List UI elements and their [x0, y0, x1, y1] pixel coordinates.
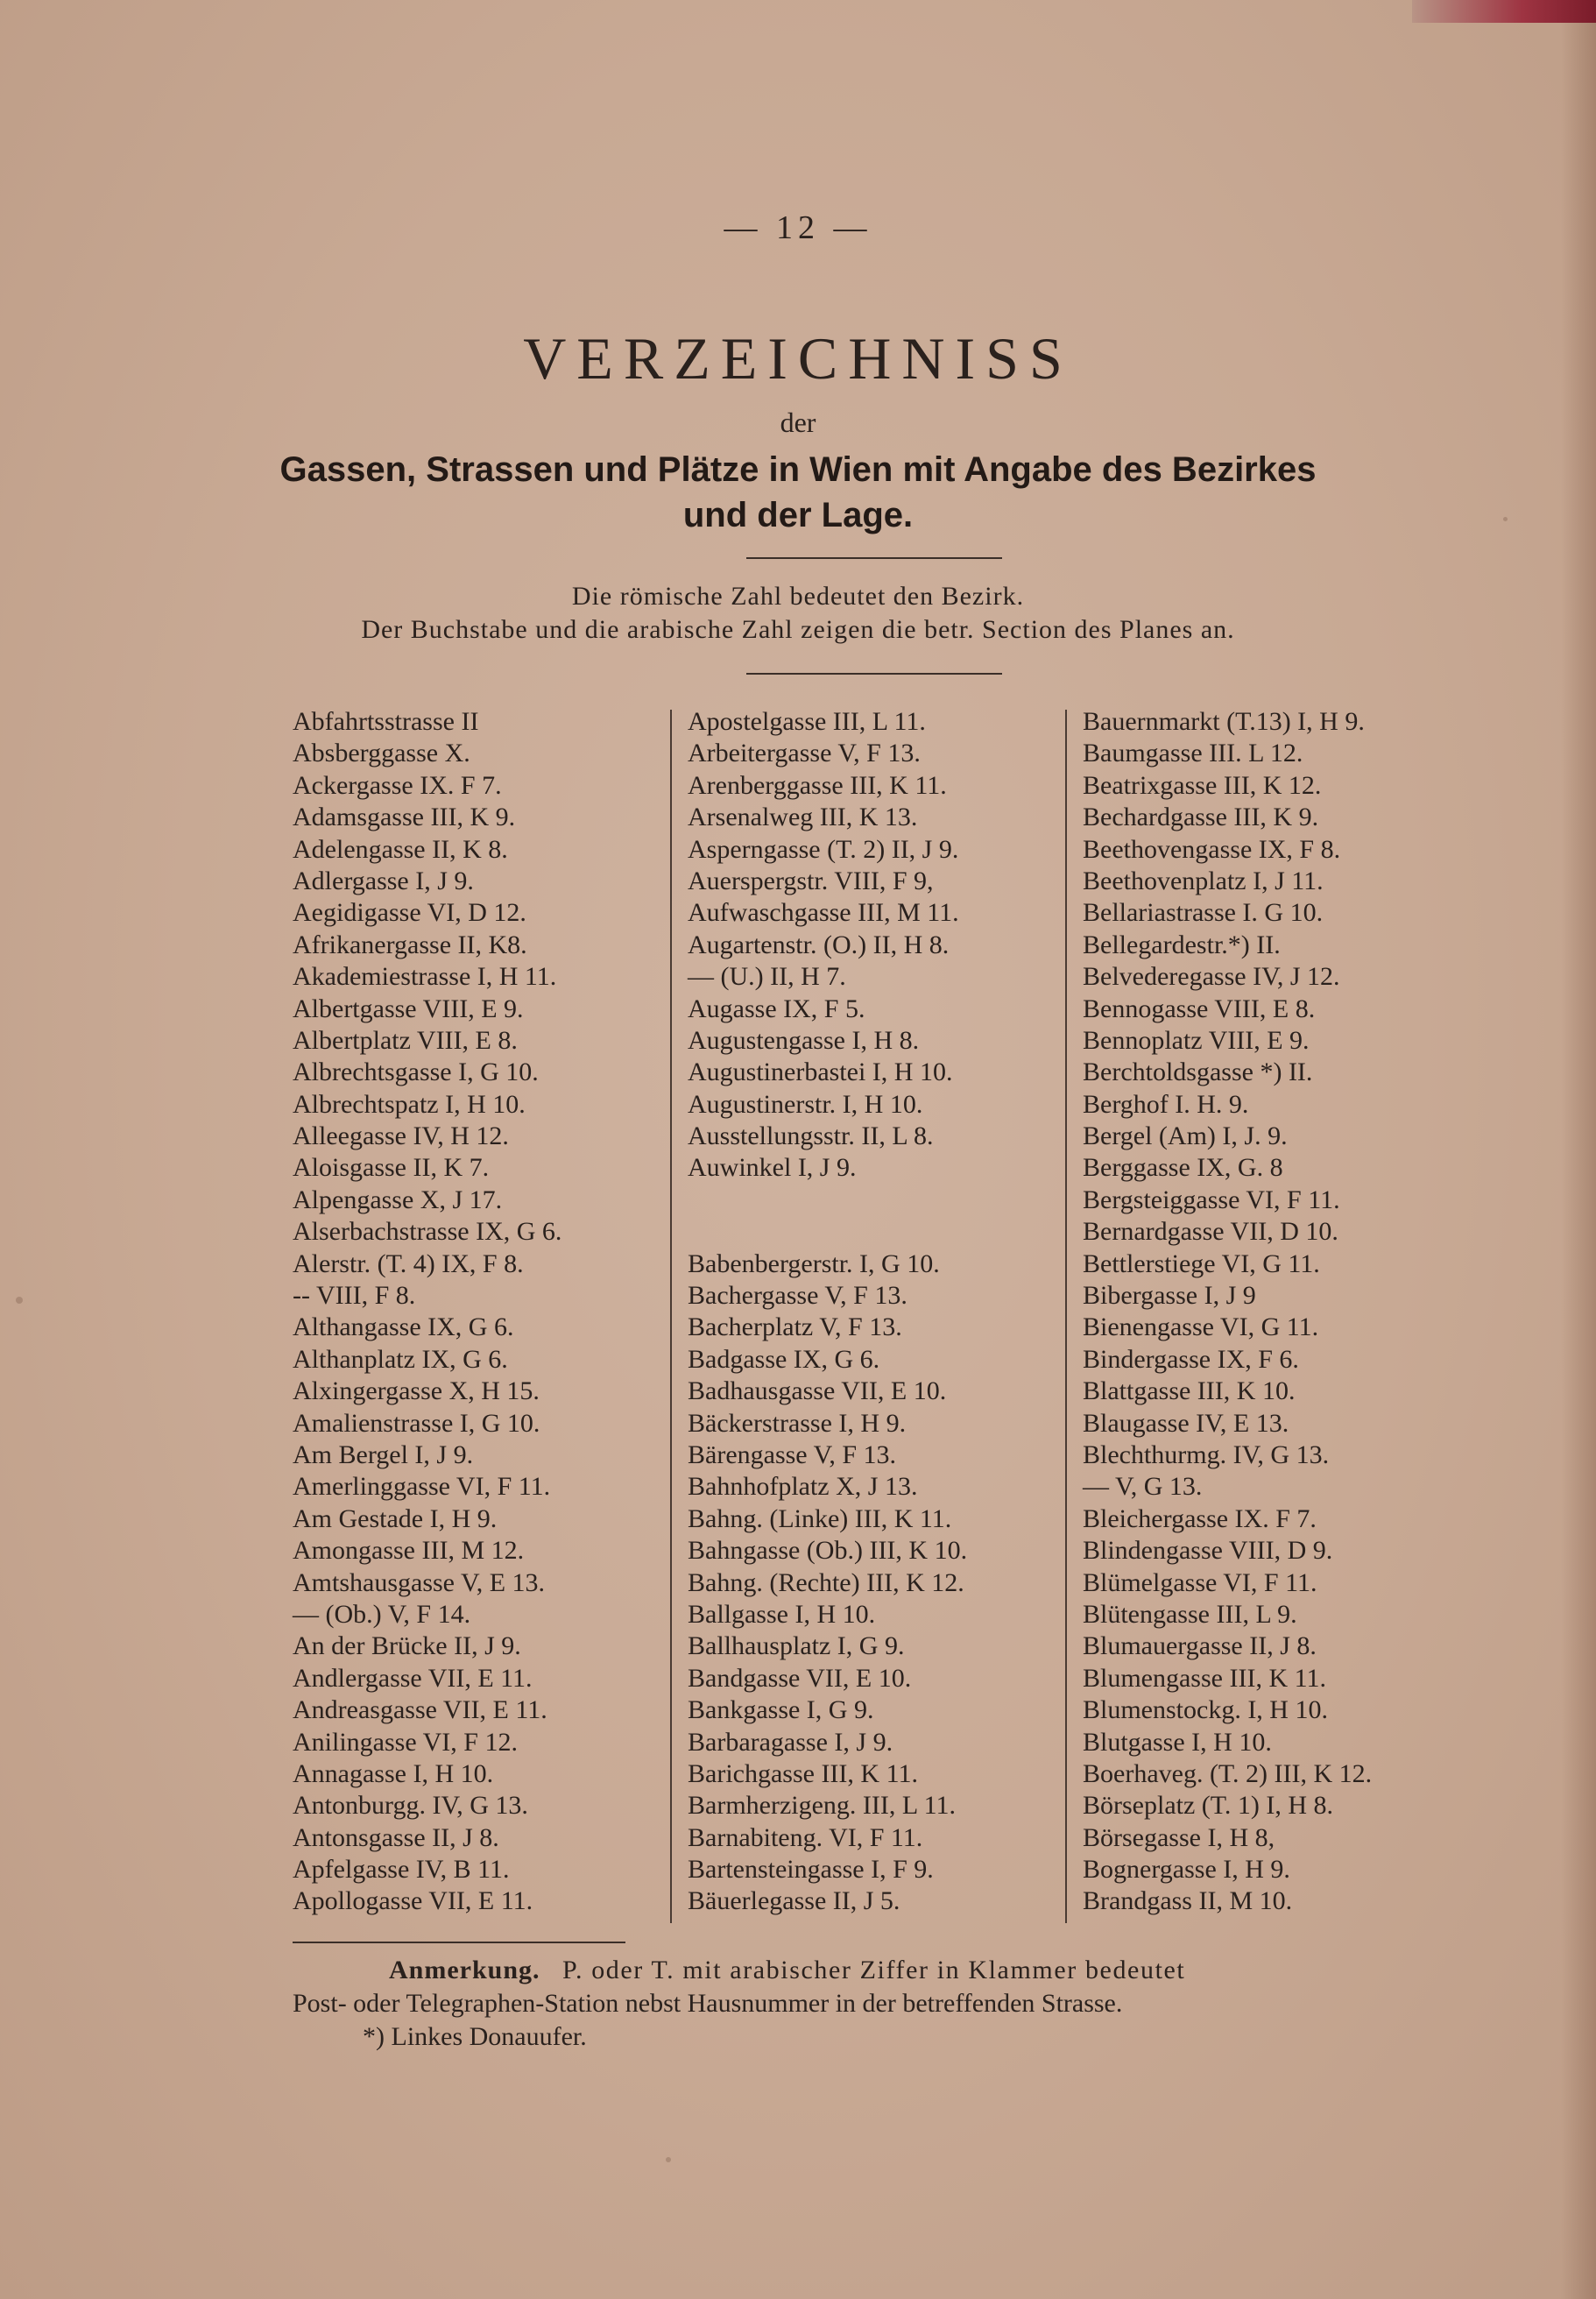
index-column-3 [1083, 706, 1372, 1918]
index-entry: Bauernmarkt (T.13) I, H 9. [1083, 707, 1365, 736]
index-entry: Barnabiteng. VI, F 11. [688, 1822, 923, 1852]
index-entry: Albrechtsgasse I, G 10. [293, 1058, 539, 1087]
index-entry: Andlergasse VII, E 11. [293, 1663, 533, 1693]
index-entry: Alleegasse IV, H 12. [293, 1121, 509, 1151]
index-entry: Blumenstockg. I, H 10. [1083, 1695, 1328, 1725]
index-entry: Blutgasse I, H 10. [1083, 1727, 1272, 1757]
paper-stain [666, 2157, 671, 2162]
index-entry: Babenbergerstr. I, G 10. [688, 1249, 940, 1278]
index-entry: Bognergasse I, H 9. [1083, 1855, 1290, 1885]
index-entry: Berggasse IX, G. 8 [1083, 1153, 1283, 1183]
index-entry: Aegidigasse VI, D 12. [293, 898, 526, 928]
index-entry: Bettlerstiege VI, G 11. [1083, 1249, 1320, 1278]
index-entry: Amongasse III, M 12. [293, 1536, 525, 1566]
index-entry: Bahng. (Rechte) III, K 12. [688, 1567, 964, 1597]
index-entry: Bennogasse VIII, E 8. [1083, 994, 1316, 1023]
footnote-line-1-text: P. oder T. mit arabischer Ziffer in Klammer bedeutet [562, 1956, 1186, 1984]
footnote [293, 1954, 1449, 2054]
index-entry: Boerhaveg. (T. 2) III, K 12. [1083, 1758, 1373, 1788]
paper-stain [16, 1297, 23, 1304]
index-entry: Augustinerbastei I, H 10. [688, 1058, 953, 1087]
legend-line-1: Die römische Zahl bedeutet den Bezirk. [571, 582, 1025, 611]
index-entry: Bleichergasse IX. F 7. [1083, 1503, 1317, 1533]
index-entry: Bellariastrasse I. G 10. [1083, 898, 1324, 928]
index-entry: Blattgasse III, K 10. [1083, 1376, 1296, 1406]
page-number: — 12 — [724, 209, 872, 246]
index-entry: Augartenstr. (O.) II, H 8. [688, 930, 950, 959]
index-entry: Absberggasse X. [293, 739, 470, 768]
index-entry: Bechardgasse III, K 9. [1083, 803, 1319, 832]
index-entry: Bäuerlegasse II, J 5. [688, 1886, 900, 1916]
index-entry: Ackergasse IX. F 7. [293, 770, 502, 800]
index-entry: Alpengasse X, J 17. [293, 1185, 503, 1214]
index-entry: Beatrixgasse III, K 12. [1083, 770, 1322, 800]
index-entry: An der Brücke II, J 9. [293, 1631, 521, 1661]
footnote-line-3: *) Linkes Donauufer. [363, 2022, 587, 2051]
index-entry: Bahngasse (Ob.) III, K 10. [688, 1536, 968, 1566]
index-entry: Asperngasse (T. 2) II, J 9. [688, 834, 959, 864]
index-entry: Am Gestade I, H 9. [293, 1503, 498, 1533]
index-entry: Apfelgasse IV, B 11. [293, 1855, 510, 1885]
index-entry: Bachergasse V, F 13. [688, 1281, 907, 1311]
index-entry: — V, G 13. [1083, 1472, 1203, 1502]
index-entry: Blaugasse IV, E 13. [1083, 1408, 1289, 1438]
index-entry: Adelengasse II, K 8. [293, 834, 508, 864]
index-entry: Berchtoldsgasse *) II. [1083, 1058, 1313, 1087]
index-entry: Althanplatz IX, G 6. [293, 1344, 508, 1374]
index-entry: Bernardgasse VII, D 10. [1083, 1217, 1338, 1247]
index-entry: Brandgass II, M 10. [1083, 1886, 1293, 1916]
index-entry: Apostelgasse III, L 11. [688, 707, 926, 736]
subtitle-der: der [780, 407, 816, 438]
index-entry: Aufwaschgasse III, M 11. [688, 898, 959, 928]
index-entry: Arbeitergasse V, F 13. [688, 739, 921, 768]
index-entry: Barichgasse III, K 11. [688, 1758, 918, 1788]
index-column-2 [688, 706, 967, 1918]
index-entry: Auwinkel I, J 9. [688, 1153, 857, 1183]
index-entry: Anilingasse VI, F 12. [293, 1727, 518, 1757]
index-entry: Badhausgasse VII, E 10. [688, 1376, 947, 1406]
footnote-line-2: Post- oder Telegraphen-Station nebst Hausnummer in der betreffenden Strasse. [293, 1989, 1123, 2018]
index-entry: Baumgasse III. L 12. [1083, 739, 1303, 768]
index-entry: Amalienstrasse I, G 10. [293, 1408, 540, 1438]
index-entry: Afrikanergasse II, K8. [293, 930, 527, 959]
index-entry: Albertplatz VIII, E 8. [293, 1025, 518, 1055]
subtitle [0, 447, 1596, 538]
index-entry: — (U.) II, H 7. [688, 962, 846, 992]
index-entry [688, 1216, 967, 1248]
index-entry: Abfahrtsstrasse II [293, 707, 479, 736]
subtitle-line-1: Gassen, Strassen und Plätze in Wien mit Angabe des Bezirkes [279, 450, 1317, 489]
index-entry: Adlergasse I, J 9. [293, 866, 474, 895]
index-entry: Badgasse IX, G 6. [688, 1344, 880, 1374]
index-entry: Amerlinggasse VI, F 11. [293, 1472, 551, 1502]
index-entry: Akademiestrasse I, H 11. [293, 962, 557, 992]
index-entry: Bandgasse VII, E 10. [688, 1663, 912, 1693]
index-entry: Adamsgasse III, K 9. [293, 803, 516, 832]
index-entry: Bienengasse VI, G 11. [1083, 1312, 1319, 1342]
index-entry: Augustinerstr. I, H 10. [688, 1089, 923, 1119]
index-entry: Ballhausplatz I, G 9. [688, 1631, 905, 1661]
index-entry: Börsegasse I, H 8, [1083, 1822, 1275, 1852]
page-title: VERZEICHNISS [523, 325, 1073, 392]
index-entry: Blindengasse VIII, D 9. [1083, 1536, 1333, 1566]
index-column-1 [293, 706, 561, 1918]
column-separator-1 [670, 710, 672, 1923]
index-entry: Bacherplatz V, F 13. [688, 1312, 902, 1342]
index-entry: Bennoplatz VIII, E 9. [1083, 1025, 1310, 1055]
divider-rule-top [746, 557, 1002, 559]
index-entry: Bindergasse IX, F 6. [1083, 1344, 1299, 1374]
legend-line-2: Der Buchstabe und die arabische Zahl zeigen die betr. Section des Planes an. [361, 615, 1235, 644]
index-entry: Berghof I. H. 9. [1083, 1089, 1249, 1119]
index-entry: Blumauergasse II, J 8. [1083, 1631, 1317, 1661]
index-entry: Bergel (Am) I, J. 9. [1083, 1121, 1288, 1151]
index-entry: Andreasgasse VII, E 11. [293, 1695, 547, 1725]
divider-rule-bottom [746, 673, 1002, 675]
index-entry: Beethovengasse IX, F 8. [1083, 834, 1341, 864]
index-entry: Am Bergel I, J 9. [293, 1440, 474, 1469]
index-entry: Antonburgg. IV, G 13. [293, 1791, 528, 1821]
index-entry: Bankgasse I, G 9. [688, 1695, 874, 1725]
index-entry: Bärengasse V, F 13. [688, 1440, 897, 1469]
index-entry: Belvederegasse IV, J 12. [1083, 962, 1340, 992]
index-entry: Bellegardestr.*) II. [1083, 930, 1281, 959]
index-entry: Arsenalweg III, K 13. [688, 803, 918, 832]
index-entry: Augasse IX, F 5. [688, 994, 865, 1023]
index-entry: -- VIII, F 8. [293, 1281, 416, 1311]
index-entry: Auerspergstr. VIII, F 9, [688, 866, 934, 895]
index-entry: Antonsgasse II, J 8. [293, 1822, 499, 1852]
index-entry: Amtshausgasse V, E 13. [293, 1567, 546, 1597]
index-entry [688, 1185, 967, 1216]
index-entry: Blütengasse III, L 9. [1083, 1599, 1297, 1629]
index-entry: Bartensteingasse I, F 9. [688, 1855, 934, 1885]
index-entry: Arenberggasse III, K 11. [688, 770, 947, 800]
footnote-label: Anmerkung. [389, 1956, 540, 1984]
index-entry: Blümelgasse VI, F 11. [1083, 1567, 1317, 1597]
column-separator-2 [1065, 710, 1067, 1923]
index-entry: Ballgasse I, H 10. [688, 1599, 876, 1629]
index-entry: Albrechtspatz I, H 10. [293, 1089, 526, 1119]
index-entry: Bahng. (Linke) III, K 11. [688, 1503, 952, 1533]
index-entry: Beethovenplatz I, J 11. [1083, 866, 1324, 895]
index-entry: Apollogasse VII, E 11. [293, 1886, 533, 1916]
subtitle-line-2: und der Lage. [682, 496, 914, 534]
legend [0, 580, 1596, 647]
index-entry: Blechthurmg. IV, G 13. [1083, 1440, 1330, 1469]
index-entry: Ausstellungsstr. II, L 8. [688, 1121, 934, 1151]
index-entry: Bibergasse I, J 9 [1083, 1281, 1256, 1311]
binding-edge [1412, 0, 1596, 23]
index-entry: Aloisgasse II, K 7. [293, 1153, 490, 1183]
index-entry: Blumengasse III, K 11. [1083, 1663, 1326, 1693]
index-entry: Alerstr. (T. 4) IX, F 8. [293, 1249, 524, 1278]
index-entry: Alserbachstrasse IX, G 6. [293, 1217, 562, 1247]
index-entry: — (Ob.) V, F 14. [293, 1599, 471, 1629]
index-entry: Bahnhofplatz X, J 13. [688, 1472, 918, 1502]
index-entry: Albertgasse VIII, E 9. [293, 994, 524, 1023]
index-entry: Althangasse IX, G 6. [293, 1312, 514, 1342]
index-entry: Barbaragasse I, J 9. [688, 1727, 893, 1757]
index-entry: Annagasse I, H 10. [293, 1758, 494, 1788]
footnote-line-1 [293, 1954, 1449, 1987]
footnote-rule [293, 1942, 625, 1943]
index-entry: Bäckerstrasse I, H 9. [688, 1408, 907, 1438]
index-entry: Alxingergasse X, H 15. [293, 1376, 540, 1406]
index-entry: Barmherzigeng. III, L 11. [688, 1791, 956, 1821]
index-entry: Augustengasse I, H 8. [688, 1025, 920, 1055]
index-entry: Bergsteiggasse VI, F 11. [1083, 1185, 1340, 1214]
index-entry: Börseplatz (T. 1) I, H 8. [1083, 1791, 1334, 1821]
